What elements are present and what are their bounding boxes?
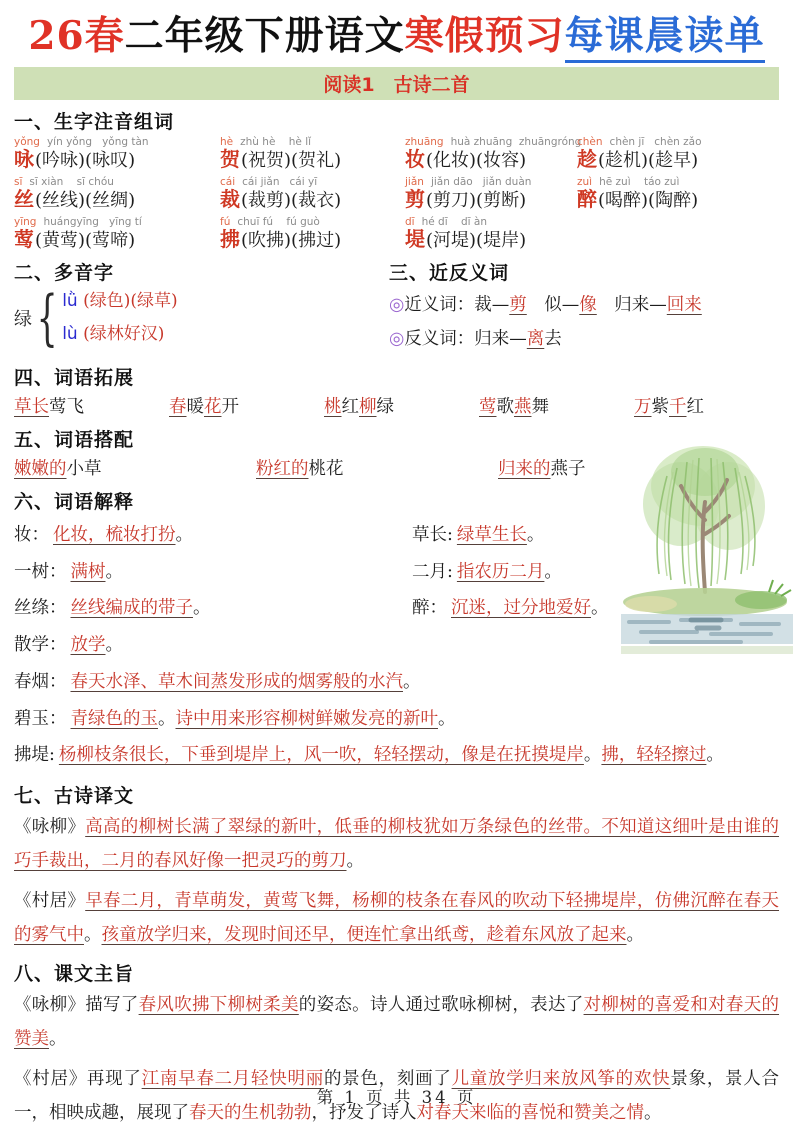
polyphone-character: 绿 <box>14 308 32 330</box>
character-entry <box>220 137 405 171</box>
theme-yongliu <box>14 989 779 1057</box>
word-group: (喝醉)(陶醉) <box>598 189 699 211</box>
word-group: (丝线)(丝绸) <box>35 189 136 211</box>
definition-term: 碧玉： <box>14 708 67 729</box>
text-segment: ◎ <box>389 294 405 315</box>
head-character: 裁 <box>220 186 240 211</box>
polyphone-block <box>14 282 389 353</box>
definition-text <box>71 709 456 729</box>
character-entry <box>577 137 779 171</box>
definition-text <box>451 598 609 618</box>
character-line <box>577 149 779 171</box>
text-segment: 放学 <box>70 635 106 656</box>
pinyin-head: zuì <box>577 175 593 188</box>
definition-pair-row <box>14 517 779 554</box>
character-grid <box>14 137 779 251</box>
definition-term: 妆： <box>14 524 49 545</box>
character-line <box>577 186 779 211</box>
character-line <box>405 186 577 211</box>
text-segment: 草长 <box>14 396 49 417</box>
section-3-heading: 三、近反义词 <box>389 261 510 284</box>
character-entry <box>220 217 405 251</box>
character-line <box>220 149 405 171</box>
text-segment: 。 <box>626 924 644 945</box>
text-segment: 早春二月，青草萌发，黄莺飞舞，杨柳的枝条在春风的吹动下轻拂堤岸，仿佛沉醉在春天的雾气中 <box>14 890 780 945</box>
text-segment: 儿童放学归来放风筝的欢快 <box>451 1068 671 1089</box>
text-segment: 景象，景人合一，相映成趣，展现了 <box>14 1068 780 1122</box>
text-segment: 去 <box>544 328 562 349</box>
character-entry <box>405 217 577 251</box>
definition-text <box>71 635 124 655</box>
word-group: (河堤)(堤岸) <box>426 229 527 251</box>
text-segment: 反义词：归来— <box>404 328 527 349</box>
pinyin-words: jiǎn dāo jiǎn duàn <box>430 175 532 188</box>
word-group: (吟咏)(咏叹) <box>35 150 136 172</box>
section-polyphone <box>14 251 389 356</box>
text-segment: 江南早春二月轻快明丽 <box>141 1068 324 1089</box>
text-segment: 柳 <box>359 396 377 417</box>
text-segment: 对柳树的喜爱和对春天的赞美 <box>14 995 780 1050</box>
word-group: (黄莺)(莺啼) <box>35 229 136 251</box>
text-segment: 高高的柳树长满了翠绿的新叶，低垂的柳枝犹如万条绿色的丝带。不知道这细叶是由谁的巧手裁出，二月的春风好像一把灵巧的剪刀 <box>14 817 780 871</box>
character-entry <box>405 136 582 172</box>
character-entry-empty <box>577 217 779 251</box>
definition-term: 散学： <box>14 635 67 656</box>
text-segment: 似— <box>526 294 580 315</box>
pinyin-head: cái <box>220 175 236 188</box>
text-segment: (绿林好汉) <box>77 323 165 344</box>
character-entry <box>14 217 220 251</box>
definition-term: 丝绦： <box>14 598 67 619</box>
title-holiday: 寒假预习 <box>404 13 565 59</box>
text-segment: 。 <box>49 1029 67 1050</box>
character-line <box>405 226 577 251</box>
definition <box>412 554 779 591</box>
text-segment: 桃花 <box>308 458 344 479</box>
text-segment: 。 <box>105 561 123 582</box>
text-segment: 离 <box>526 328 545 349</box>
text-segment: 满树 <box>70 561 106 582</box>
pinyin-line <box>405 136 582 148</box>
text-segment: 。 <box>105 635 123 656</box>
polyphone-reading <box>62 291 177 311</box>
text-segment: 春天的生机勃勃 <box>189 1102 312 1122</box>
text-segment: 归来— <box>596 294 667 315</box>
definition-term: 拂堤: <box>14 745 55 766</box>
text-segment: 指农历二月 <box>456 561 545 582</box>
text-segment: 燕子 <box>550 458 586 479</box>
text-segment: lǜ <box>62 291 78 312</box>
text-segment: 的景色，刻画了 <box>323 1068 452 1089</box>
text-segment: 剪 <box>509 294 527 315</box>
definition <box>14 627 779 664</box>
head-character: 拂 <box>220 226 240 251</box>
text-segment: 嫩嫩的 <box>14 458 67 479</box>
word-group: (化妆)(妆容) <box>426 150 527 172</box>
text-segment: 绿 <box>376 396 394 417</box>
title-term: 26春 <box>28 13 125 59</box>
pinyin-line <box>14 217 220 228</box>
collocation <box>14 455 256 480</box>
section-6-heading: 六、词语解释 <box>14 490 135 513</box>
definition-term: 一树： <box>14 561 67 582</box>
text-segment: ，抒发了诗人 <box>311 1102 417 1122</box>
pinyin-line <box>220 137 405 148</box>
pinyin-words: cái jiǎn cái yī <box>242 175 318 188</box>
text-segment: 。 <box>193 598 211 619</box>
text-segment: 《咏柳》 <box>14 817 86 838</box>
section-2-heading: 二、多音字 <box>14 261 115 284</box>
text-segment: 的姿态。诗人通过歌咏柳树，表达了 <box>298 995 584 1016</box>
word-group: (趁机)(趁早) <box>598 150 699 172</box>
text-segment: 诗中用来形容柳树鲜嫩发亮的新叶 <box>175 708 438 729</box>
poem-translation-yongliu <box>14 811 779 879</box>
text-segment: 化妆，梳妆打扮 <box>53 524 176 545</box>
lesson-banner: 阅读1 古诗二首 <box>14 67 779 100</box>
text-segment: 。 <box>438 708 456 729</box>
text-segment: 对春天来临的喜悦和赞美之情 <box>416 1102 644 1122</box>
definition-term: 醉： <box>412 598 447 619</box>
collocation-row <box>14 455 779 480</box>
character-entry <box>14 137 220 171</box>
pinyin-words: zhù hè hè lǐ <box>240 136 312 148</box>
pinyin-line <box>220 217 405 228</box>
head-character: 醉 <box>577 186 597 211</box>
idiom-row <box>14 393 779 418</box>
definition-text <box>53 525 193 545</box>
text-segment: 回来 <box>666 294 702 315</box>
idiom <box>14 393 169 418</box>
sections-2-3-row <box>14 251 779 356</box>
word-group: (祝贺)(贺礼) <box>241 150 342 172</box>
text-segment: 舞 <box>531 396 549 417</box>
title-grade: 二年级下册语文 <box>124 13 405 59</box>
text-segment: 拂，轻轻擦过 <box>601 745 707 766</box>
character-entry <box>405 177 577 211</box>
head-character: 贺 <box>220 147 240 172</box>
polyphone-readings <box>62 291 177 344</box>
definition <box>14 701 779 738</box>
definition-text <box>457 562 562 582</box>
definition-text <box>71 598 211 618</box>
definition <box>412 517 779 554</box>
text-segment: 紫 <box>651 396 669 417</box>
text-segment: 莺飞 <box>49 396 84 417</box>
idiom <box>479 393 634 418</box>
pinyin-words: chuī fú fú guò <box>237 215 320 228</box>
character-line <box>14 226 220 251</box>
pinyin-head: yǒng <box>14 136 40 148</box>
text-segment: 绿草生长 <box>456 524 527 545</box>
text-segment: 。 <box>583 745 602 766</box>
pinyin-words: chèn jī chèn zǎo <box>609 136 702 148</box>
collocation <box>498 455 586 480</box>
word-group: (吹拂)(拂过) <box>241 229 342 251</box>
title-series: 每课晨读单 <box>565 13 765 63</box>
text-segment: 花 <box>204 396 222 417</box>
text-segment: 归来的 <box>498 458 551 479</box>
definition <box>14 590 412 627</box>
text-segment: 《咏柳》描写了 <box>14 995 139 1016</box>
section-synonyms-antonyms <box>389 251 779 356</box>
text-segment: 开 <box>221 396 239 417</box>
text-segment: 《村居》再现了 <box>14 1068 142 1089</box>
definition <box>14 517 412 554</box>
text-segment: 千 <box>669 396 687 417</box>
pinyin-line <box>577 177 779 188</box>
character-entry <box>220 177 405 211</box>
pinyin-words: huà zhuāng zhuāngróng <box>450 136 582 148</box>
definition-text <box>71 672 421 692</box>
section-7-heading: 七、古诗译文 <box>14 785 135 808</box>
text-segment: 像 <box>579 294 597 315</box>
pinyin-words: hé dī dī àn <box>421 215 487 228</box>
pinyin-line <box>577 137 779 148</box>
pinyin-line <box>405 217 577 228</box>
character-entry <box>577 177 779 211</box>
pinyin-words: sī xiàn sī chóu <box>29 175 114 188</box>
definition <box>14 737 779 774</box>
idiom <box>634 393 704 418</box>
text-segment: 。 <box>158 708 176 729</box>
text-segment: 丝线编成的带子 <box>70 598 193 619</box>
text-segment: 。 <box>403 671 421 692</box>
text-segment: 桃 <box>324 396 342 417</box>
pinyin-line <box>220 177 405 188</box>
definition-text <box>457 525 545 545</box>
text-segment: 。 <box>706 745 724 766</box>
pinyin-head: zhuāng <box>405 136 444 148</box>
definitions-block <box>14 517 779 774</box>
text-segment: 燕 <box>514 396 532 417</box>
definition-text <box>59 745 724 765</box>
text-segment: 红 <box>686 396 704 417</box>
text-segment: 粉红的 <box>256 458 309 479</box>
text-segment: 沉迷，过分地爱好 <box>451 598 591 619</box>
character-line <box>220 226 405 251</box>
poem-translation-cunju <box>14 885 779 953</box>
word-group: (剪刀)(剪断) <box>426 189 527 211</box>
text-segment: 莺 <box>479 396 497 417</box>
pinyin-head: fú <box>220 215 231 228</box>
text-segment: 。 <box>175 524 193 545</box>
section-8-heading: 八、课文主旨 <box>14 963 135 986</box>
definition <box>14 664 779 701</box>
antonyms-line <box>389 322 779 356</box>
polyphone-reading <box>62 324 177 344</box>
page-title <box>14 10 779 62</box>
text-segment: 孩童放学归来，发现时间还早，便连忙拿出纸鸢，趁着东风放了起来 <box>101 924 627 945</box>
definition <box>412 590 779 627</box>
pinyin-head: jiǎn <box>405 175 424 188</box>
head-character: 剪 <box>405 186 425 211</box>
pinyin-head: yīng <box>14 215 37 228</box>
section-4-heading: 四、词语拓展 <box>14 366 135 389</box>
text-segment: 。 <box>84 924 102 945</box>
text-segment: 春天水泽、草木间蒸发形成的烟雾般的水汽 <box>70 671 403 692</box>
character-line <box>14 149 220 171</box>
word-group: (裁剪)(裁衣) <box>241 189 342 211</box>
head-character: 莺 <box>14 226 34 251</box>
text-segment: 青绿色的玉 <box>70 708 158 729</box>
text-segment: 《村居》 <box>14 890 86 911</box>
character-entry <box>14 177 220 211</box>
head-character: 趁 <box>577 147 597 172</box>
pinyin-words: yín yǒng yǒng tàn <box>46 136 149 148</box>
definition-pair-row <box>14 554 779 591</box>
text-segment: (绿色)(绿草) <box>77 291 178 312</box>
text-segment: ◎ <box>389 328 405 349</box>
definition-term: 草长: <box>412 524 453 545</box>
definition <box>14 554 412 591</box>
character-line <box>14 186 220 211</box>
pinyin-line <box>14 177 220 188</box>
text-segment: 歌 <box>496 396 514 417</box>
synonyms-line <box>389 288 779 322</box>
character-line <box>405 149 577 171</box>
brace-glyph: { <box>36 282 58 353</box>
text-segment: 万 <box>634 396 652 417</box>
text-segment: 红 <box>341 396 359 417</box>
text-segment: 。 <box>346 850 364 871</box>
head-character: 堤 <box>405 226 425 251</box>
pinyin-line <box>14 137 220 148</box>
pinyin-words: huángyīng yīng tí <box>43 215 142 228</box>
text-segment: 。 <box>644 1102 662 1122</box>
collocation <box>256 455 498 480</box>
text-segment: 暖 <box>186 396 204 417</box>
text-segment: 。 <box>591 598 609 619</box>
text-segment: 近义词：裁— <box>404 294 510 315</box>
text-segment: 小草 <box>66 458 102 479</box>
definition-term: 春烟： <box>14 671 67 692</box>
head-character: 丝 <box>14 186 34 211</box>
text-segment: 春风吹拂下柳树柔美 <box>138 995 299 1016</box>
page-number: 第 1 页 共 34 页 <box>316 1088 477 1107</box>
pinyin-head: hè <box>220 136 234 148</box>
text-segment: 杨柳枝条很长，下垂到堤岸上，风一吹，轻轻摆动，像是在抚摸堤岸 <box>58 745 584 766</box>
pinyin-line <box>405 177 577 188</box>
text-segment: lù <box>62 323 78 344</box>
text-segment: 。 <box>544 561 562 582</box>
section-5-heading: 五、词语搭配 <box>14 428 135 451</box>
character-line <box>220 186 405 211</box>
definition-pair-row <box>14 590 779 627</box>
pinyin-words: hē zuì táo zuì <box>599 175 680 188</box>
head-character: 咏 <box>14 147 34 172</box>
head-character: 妆 <box>405 147 425 172</box>
text-segment: 。 <box>526 524 545 545</box>
section-1-heading: 一、生字注音组词 <box>14 111 175 133</box>
definition-text <box>71 562 124 582</box>
pinyin-head: dī <box>405 215 415 228</box>
text-segment: 春 <box>169 396 187 417</box>
definition-term: 二月: <box>412 561 453 582</box>
pinyin-head: sī <box>14 175 23 188</box>
idiom <box>169 393 324 418</box>
pinyin-head: chèn <box>577 136 603 148</box>
idiom <box>324 393 479 418</box>
